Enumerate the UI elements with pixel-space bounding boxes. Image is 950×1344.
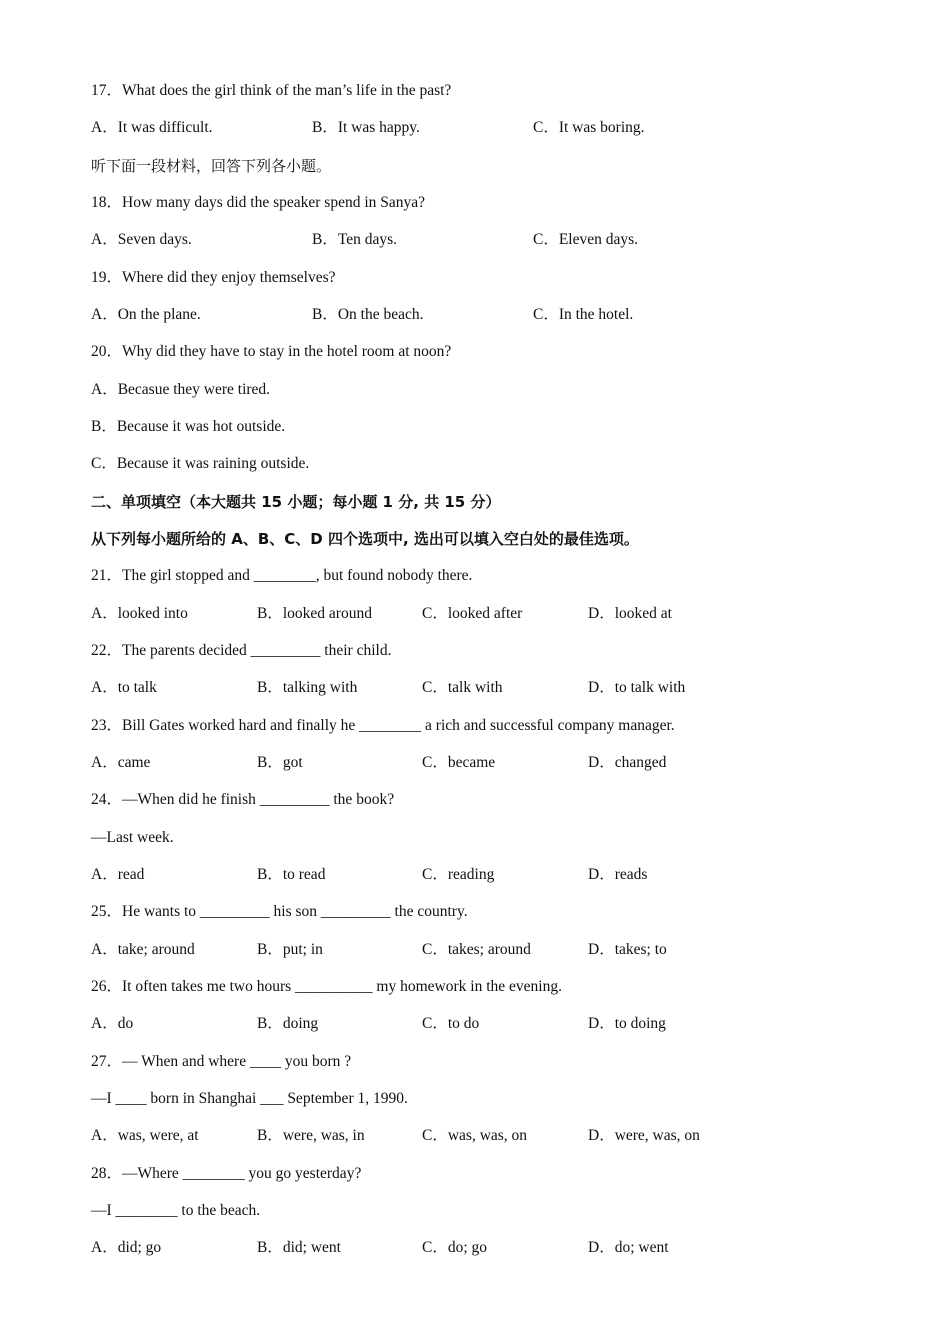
question-19-option-b: B．On the beach. bbox=[312, 306, 424, 323]
section-2-instruction: 从下列每小题所给的 A、B、C、D 四个选项中, 选出可以填入空白处的最佳选项。 bbox=[91, 530, 639, 548]
question-28-answer-line: —I ________ to the beach. bbox=[91, 1202, 261, 1219]
question-21-option-a: A．looked into bbox=[91, 605, 188, 622]
question-20-option-b: B．Because it was hot outside. bbox=[91, 418, 286, 435]
question-21-option-b: B．looked around bbox=[257, 605, 372, 622]
question-20-option-a: A．Becasue they were tired. bbox=[91, 381, 271, 398]
question-17-option-a: A．It was difficult. bbox=[91, 119, 213, 136]
question-17-option-b: B．It was happy. bbox=[312, 119, 420, 136]
question-20-stem: 20．Why did they have to stay in the hotel room at noon? bbox=[91, 343, 452, 360]
question-22-stem: 22．The parents decided _________ their child. bbox=[91, 642, 392, 659]
question-23-stem: 23．Bill Gates worked hard and finally he ________ a rich and successful company manager. bbox=[91, 717, 675, 734]
question-25-option-b: B．put; in bbox=[257, 941, 323, 958]
question-22-option-d: D．to talk with bbox=[588, 679, 686, 696]
question-24-option-d: D．reads bbox=[588, 866, 648, 883]
question-27-option-d: D．were, was, on bbox=[588, 1127, 700, 1144]
question-28-option-b: B．did; went bbox=[257, 1239, 341, 1256]
question-23-option-a: A．came bbox=[91, 754, 151, 771]
question-24-option-b: B．to read bbox=[257, 866, 326, 883]
question-18-option-b: B．Ten days. bbox=[312, 231, 398, 248]
question-25-option-d: D．takes; to bbox=[588, 941, 667, 958]
question-24-stem: 24．—When did he finish _________ the book? bbox=[91, 791, 395, 808]
question-26-stem: 26．It often takes me two hours __________ my homework in the evening. bbox=[91, 978, 562, 995]
question-21-stem: 21．The girl stopped and ________, but found nobody there. bbox=[91, 567, 473, 584]
question-27-option-c: C．was, was, on bbox=[422, 1127, 528, 1144]
question-28-option-a: A．did; go bbox=[91, 1239, 162, 1256]
question-24-option-a: A．read bbox=[91, 866, 145, 883]
question-22-option-a: A．to talk bbox=[91, 679, 157, 696]
question-19-option-a: A．On the plane. bbox=[91, 306, 201, 323]
question-24-answer-line: —Last week. bbox=[91, 829, 174, 846]
question-17-option-c: C．It was boring. bbox=[533, 119, 645, 136]
listening-instruction: 听下面一段材料，回答下列各小题。 bbox=[91, 157, 332, 175]
question-22-option-b: B．talking with bbox=[257, 679, 358, 696]
question-27-option-a: A．was, were, at bbox=[91, 1127, 199, 1144]
question-18-option-c: C．Eleven days. bbox=[533, 231, 639, 248]
question-23-option-c: C．became bbox=[422, 754, 496, 771]
question-26-option-c: C．to do bbox=[422, 1015, 480, 1032]
question-19-option-c: C．In the hotel. bbox=[533, 306, 634, 323]
question-23-option-d: D．changed bbox=[588, 754, 667, 771]
question-25-option-c: C．takes; around bbox=[422, 941, 531, 958]
question-26-option-d: D．to doing bbox=[588, 1015, 666, 1032]
question-28-option-d: D．do; went bbox=[588, 1239, 669, 1256]
question-24-option-c: C．reading bbox=[422, 866, 495, 883]
question-18-stem: 18．How many days did the speaker spend in Sanya? bbox=[91, 194, 426, 211]
question-20-option-c: C．Because it was raining outside. bbox=[91, 455, 310, 472]
section-2-heading: 二、单项填空（本大题共 15 小题；每小题 1 分, 共 15 分） bbox=[91, 493, 501, 511]
question-27-stem: 27．— When and where ____ you born ? bbox=[91, 1053, 352, 1070]
question-22-option-c: C．talk with bbox=[422, 679, 503, 696]
question-19-stem: 19．Where did they enjoy themselves? bbox=[91, 269, 336, 286]
question-27-option-b: B．were, was, in bbox=[257, 1127, 365, 1144]
question-21-option-c: C．looked after bbox=[422, 605, 523, 622]
question-25-option-a: A．take; around bbox=[91, 941, 195, 958]
question-26-option-a: A．do bbox=[91, 1015, 134, 1032]
question-28-stem: 28．—Where ________ you go yesterday? bbox=[91, 1165, 362, 1182]
question-28-option-c: C．do; go bbox=[422, 1239, 488, 1256]
question-27-answer-line: —I ____ born in Shanghai ___ September 1, 1990. bbox=[91, 1090, 408, 1107]
question-21-option-d: D．looked at bbox=[588, 605, 672, 622]
question-18-option-a: A．Seven days. bbox=[91, 231, 192, 248]
question-23-option-b: B．got bbox=[257, 754, 303, 771]
question-25-stem: 25．He wants to _________ his son _________ the country. bbox=[91, 903, 468, 920]
question-26-option-b: B．doing bbox=[257, 1015, 319, 1032]
question-17-stem: 17．What does the girl think of the man’s life in the past? bbox=[91, 82, 452, 99]
